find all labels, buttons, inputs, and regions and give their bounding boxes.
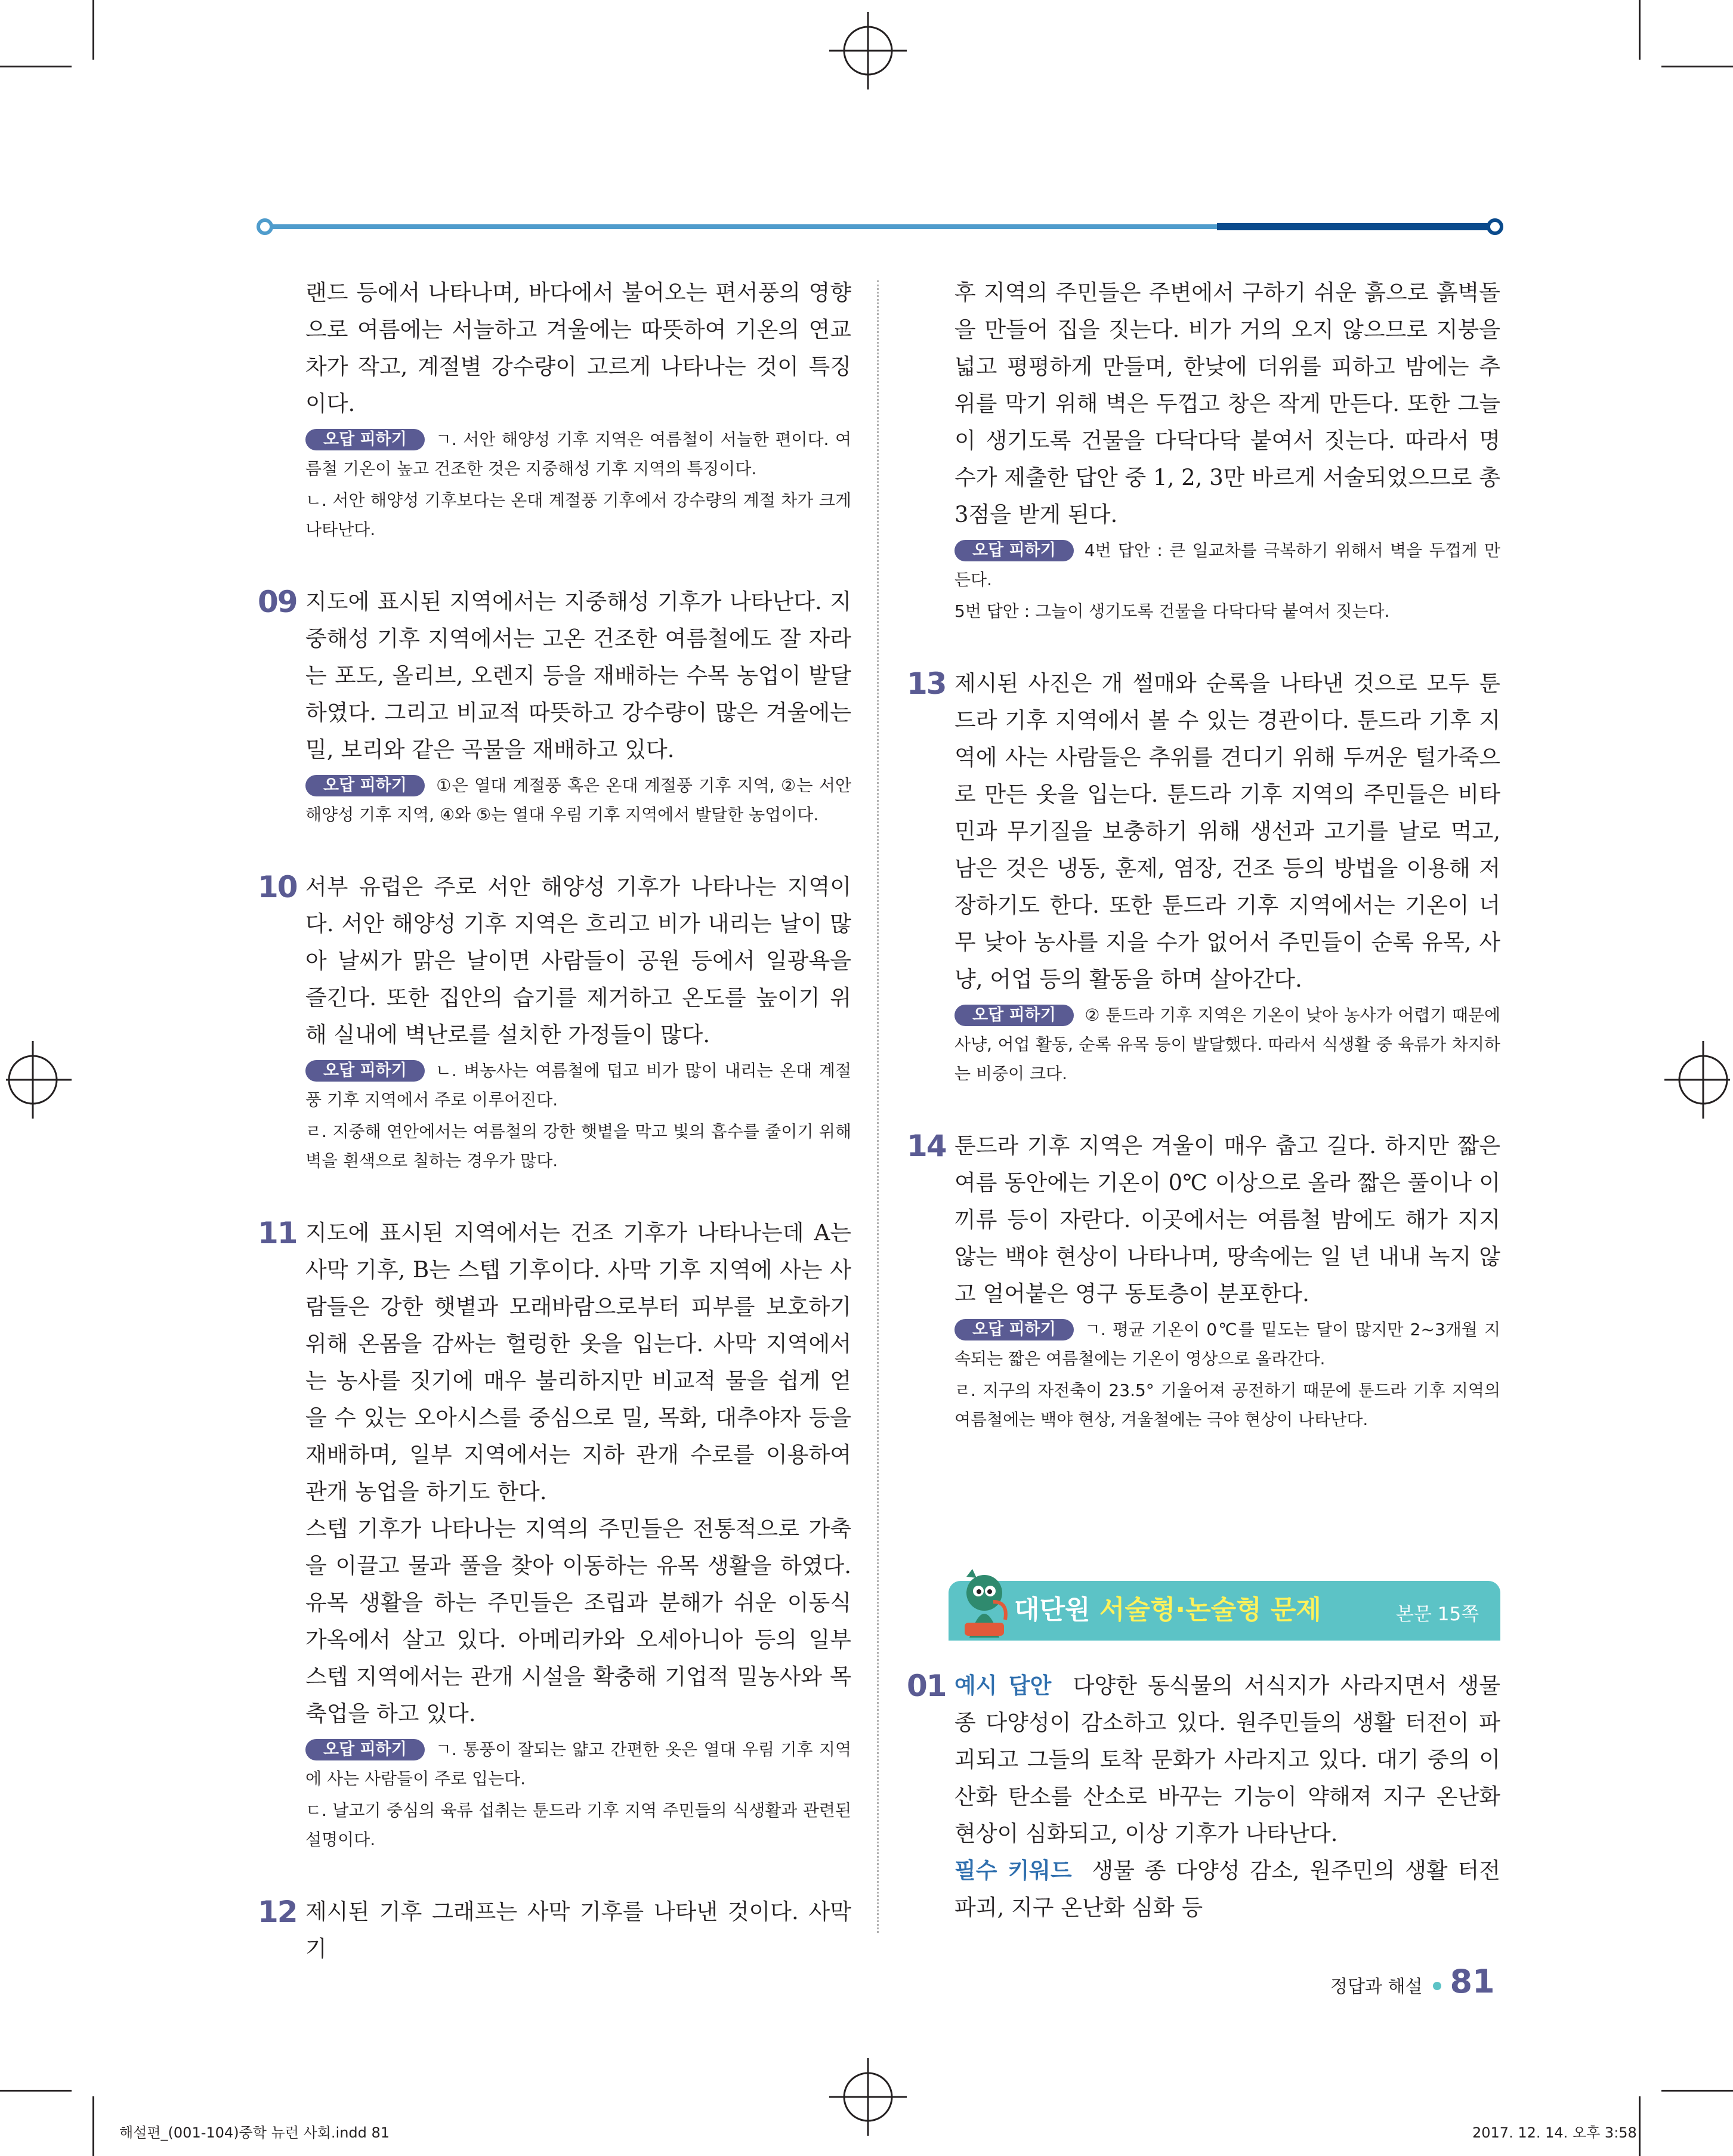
note-tag: 오답 피하기 — [305, 1060, 425, 1082]
note: 5번 답안 : 그늘이 생기도록 건물을 다닥다닥 붙여서 짓는다. — [954, 601, 1390, 621]
crop-mark — [1661, 66, 1733, 67]
footer-label: 정답과 해설 — [1330, 1976, 1423, 1997]
mascot-icon — [957, 1566, 1011, 1641]
crop-mark — [1639, 2096, 1641, 2156]
question-number: 11 — [258, 1216, 297, 1250]
slug-date: 2017. 12. 14. 오후 3:58 — [1472, 2124, 1637, 2141]
answer-text: 지도에 표시된 지역에서는 지중해성 기후가 나타난다. 지중해성 기후 지역에서는 고온 건조한 여름철에도 잘 자라는 포도, 올리브, 오렌지 등을 재배하는 수목 농업이 발달하였다. 그리고 비교적 따뜻하고 강수량이 많은 겨울에는 밀, 보리와 같은 곡물을 재배하고 있다. — [305, 589, 851, 762]
note-tag: 오답 피하기 — [954, 1005, 1074, 1026]
crop-mark — [92, 2096, 94, 2156]
note: 오답 피하기 ㄱ. 통풍이 잘되는 얇고 간편한 옷은 열대 우림 기후 지역에 사는 사람들이 주로 입는다. — [305, 1740, 851, 1789]
answer-text: 툰드라 기후 지역은 겨울이 매우 춥고 길다. 하지만 짧은 여름 동안에는 기온이 0℃ 이상으로 올라 짧은 풀이나 이끼류 등이 자란다. 이곳에서는 여름철 밤에도 해가 지지 않는 백야 현상이 나타나며, 땅속에는 일 년 내내 녹지 않고 얼어붙은 영구 동토층이 분포한다. — [954, 1133, 1500, 1306]
continuation-text: 후 지역의 주민들은 주변에서 구하기 쉬운 흙으로 흙벽돌을 만들어 집을 짓는다. 비가 거의 오지 않으므로 지붕을 넓고 평평하게 만들며, 한낮에 더위를 피하고 밤에는 추위를 막기 위해 벽은 두껍고 창은 작게 만든다. 또한 그늘이 생기도록 건물을 다닥다닥 붙여서 짓는다. 따라서 명수가 제출한 답안 중 1, 2, 3만 바르게 서술되었으므로 총 3점을 받게 된다. — [954, 280, 1500, 527]
note: ㄷ. 날고기 중심의 육류 섭취는 툰드라 기후 지역 주민들의 식생활과 관련된 설명이다. — [305, 1800, 851, 1849]
section-page-ref: 본문 15쪽 — [1396, 1604, 1479, 1625]
header-bar — [257, 218, 1503, 235]
question-number: 09 — [258, 585, 297, 619]
note: 오답 피하기 ② 툰드라 기후 지역은 기온이 낮아 농사가 어렵기 때문에 사냥, 어업 활동, 순록 유목 등이 발달했다. 따라서 식생활 중 육류가 차지하는 비중이 크다. — [954, 1005, 1500, 1083]
answer-text: 제시된 기후 그래프는 사막 기후를 나타낸 것이다. 사막 기 — [305, 1899, 851, 1962]
answer-text: 스텝 기후가 나타나는 지역의 주민들은 전통적으로 가축을 이끌고 물과 풀을 찾아 이동하는 유목 생활을 하였다. 유목 생활을 하는 주민들은 조립과 분해가 쉬운 이동식 가옥에서 살고 있다. 아메리카와 오세아니아 등의 일부 스텝 지역에서는 관개 시설을 확충해 기업적 밀농사와 목축업을 하고 있다. — [305, 1516, 851, 1726]
note: 오답 피하기 ㄱ. 평균 기온이 0℃를 밑도는 달이 많지만 2~3개월 지속되는 짧은 여름철에는 기온이 영상으로 올라간다. — [954, 1320, 1500, 1369]
example-answer-label: 예시 답안 — [954, 1673, 1052, 1698]
note-tag: 오답 피하기 — [954, 540, 1074, 561]
slug-file: 해설편_(001-104)중학 뉴런 사회.indd 81 — [119, 2124, 390, 2141]
question-number: 01 — [907, 1669, 946, 1703]
answer-text: 제시된 사진은 개 썰매와 순록을 나타낸 것으로 모두 툰드라 기후 지역에서 볼 수 있는 경관이다. 툰드라 기후 지역에 사는 사람들은 추위를 견디기 위해 두꺼운 털가죽으로 만든 옷을 입는다. 툰드라 기후 지역의 주민들은 비타민과 무기질을 보충하기 위해 생선과 고기를 날로 먹고, 남은 것은 냉동, 훈제, 염장, 건조 등의 방법을 이용해 저장하기도 한다. 또한 툰드라 기후 지역에서는 기온이 너무 낮아 농사를 지을 수가 없어서 주민들이 순록 유목, 사냥, 어업 등의 활동을 하며 살아간다. — [954, 671, 1500, 992]
question-item — [907, 1667, 1500, 1926]
question-item — [258, 869, 851, 1175]
page-footer — [1330, 1963, 1495, 2000]
crop-mark — [1661, 2090, 1733, 2092]
note-tag: 오답 피하기 — [305, 775, 425, 796]
question-item — [907, 1128, 1500, 1434]
note: 오답 피하기 ㄱ. 서안 해양성 기후 지역은 여름철이 서늘한 편이다. 여름철 기온이 높고 건조한 것은 지중해성 기후 지역의 특징이다. — [305, 430, 851, 478]
answer-text: 지도에 표시된 지역에서는 건조 기후가 나타나는데 A는 사막 기후, B는 스텝 기후이다. 사막 기후 지역에 사는 사람들은 강한 햇볕과 모래바람으로부터 피부를 보호하기 위해 온몸을 감싸는 헐렁한 옷을 입는다. 사막 지역에서는 농사를 짓기에 매우 불리하지만 비교적 물을 쉽게 얻을 수 있는 오아시스를 중심으로 밀, 목화, 대추야자 등을 재배하며, 일부 지역에서는 지하 관개 수로를 이용하여 관개 농업을 하기도 한다. — [305, 1220, 851, 1505]
note-tag: 오답 피하기 — [305, 1739, 425, 1760]
question-number: 10 — [258, 870, 297, 904]
crop-mark — [0, 66, 72, 67]
question-item — [258, 1894, 851, 1967]
note: ㄹ. 지중해 연안에서는 여름철의 강한 햇볕을 막고 빛의 흡수를 줄이기 위해 벽을 흰색으로 칠하는 경우가 많다. — [305, 1122, 851, 1170]
registration-mark-icon — [6, 1041, 72, 1119]
crop-mark — [1639, 0, 1641, 60]
keyword-label: 필수 키워드 — [954, 1858, 1072, 1883]
section-title: 대단원 서술형·논술형 문제 — [1014, 1595, 1321, 1625]
question-item — [258, 1215, 851, 1854]
registration-mark-icon — [829, 2058, 907, 2136]
note: 오답 피하기 ㄴ. 벼농사는 여름철에 덥고 비가 많이 내리는 온대 계절풍 기후 지역에서 주로 이루어진다. — [305, 1061, 851, 1110]
keyword-text: 필수 키워드 생물 종 다양성 감소, 원주민의 생활 터전 파괴, 지구 온난화 심화 등 — [954, 1858, 1500, 1920]
answer-text: 서부 유럽은 주로 서안 해양성 기후가 나타나는 지역이다. 서안 해양성 기후 지역은 흐리고 비가 내리는 날이 많아 날씨가 맑은 날이면 사람들이 공원 등에서 일광욕을 즐긴다. 또한 집안의 습기를 제거하고 온도를 높이기 위해 실내에 벽난로를 설치한 가정들이 많다. — [305, 874, 851, 1048]
note: ㄹ. 지구의 자전축이 23.5° 기울어져 공전하기 때문에 툰드라 기후 지역의 여름철에는 백야 현상, 겨울철에는 극야 현상이 나타난다. — [954, 1380, 1500, 1429]
continuation-text: 랜드 등에서 나타나며, 바다에서 불어오는 편서풍의 영향으로 여름에는 서늘하고 겨울에는 따뜻하여 기온의 연교차가 작고, 계절별 강수량이 고르게 나타나는 것이 특징이다. — [305, 280, 851, 416]
question-item — [907, 665, 1500, 1088]
left-column — [258, 274, 851, 1967]
bullet-icon — [1433, 1982, 1441, 1990]
question-number: 13 — [907, 666, 946, 701]
right-column — [907, 274, 1500, 1434]
note: ㄴ. 서안 해양성 기후보다는 온대 계절풍 기후에서 강수량의 계절 차가 크게 나타난다. — [305, 490, 851, 539]
question-item — [258, 583, 851, 829]
registration-mark-icon — [1664, 1041, 1730, 1119]
note: 오답 피하기 4번 답안 : 큰 일교차를 극복하기 위해서 벽을 두껍게 만든다. — [954, 540, 1500, 589]
note-tag: 오답 피하기 — [954, 1319, 1074, 1340]
column-divider — [877, 280, 879, 1933]
question-number: 14 — [907, 1129, 946, 1163]
question-number: 12 — [258, 1895, 297, 1929]
section-underline — [949, 1638, 1500, 1641]
page-number: 81 — [1450, 1963, 1495, 2000]
note-tag: 오답 피하기 — [305, 429, 425, 450]
answer-text: 예시 답안 다양한 동식물의 서식지가 사라지면서 생물 종 다양성이 감소하고 있다. 원주민들의 생활 터전이 파괴되고 그들의 토착 문화가 사라지고 있다. 대기 중의 이산화 탄소를 산소로 바꾸는 기능이 약해져 지구 온난화 현상이 심화되고, 이상 기후가 나타난다. — [954, 1673, 1500, 1846]
note: 오답 피하기 ①은 열대 계절풍 혹은 온대 계절풍 기후 지역, ②는 서안 해양성 기후 지역, ④와 ⑤는 열대 우림 기후 지역에서 발달한 농업이다. — [305, 776, 851, 824]
crop-mark — [92, 0, 94, 60]
registration-mark-icon — [829, 12, 907, 89]
crop-mark — [0, 2090, 72, 2092]
